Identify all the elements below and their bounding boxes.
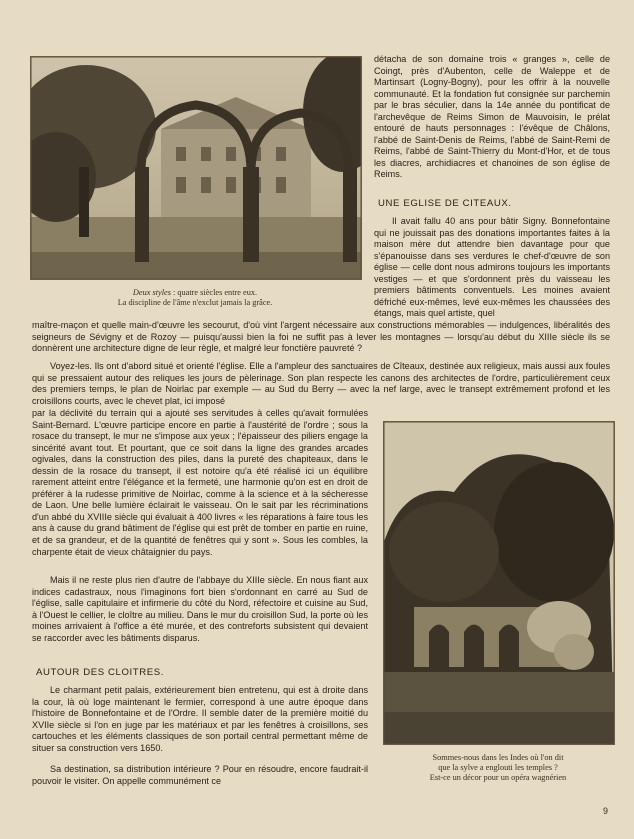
photo-top-caption bbox=[30, 288, 360, 308]
heading-eglise-de-citeaux: UNE EGLISE DE CITEAUX. bbox=[378, 198, 512, 209]
caption-rest: : quatre siècles entre eux. bbox=[170, 288, 258, 297]
paragraph-petit-palais: Le charmant petit palais, extérieurement bien entretenu, qui est à droite dans la cour, là où loge maintenant le fermier, correspond à une autre époque dans l'histoire de Bonnefontaine et de l'Ordre. Il semble dater de la première moitié du XVIIe siècle si l'on en juge par les matériaux et par les fenêtres à croisillons, ses cartouches et les éléments classiques de son portail central permettant même de situer sa construction vers 1650. bbox=[32, 685, 368, 753]
caption-line-1 bbox=[30, 288, 360, 298]
photo-arches-chateau bbox=[30, 56, 362, 280]
photo-bottom-caption bbox=[383, 753, 613, 783]
caption-line-1: Sommes-nous dans les Indes où l'on dit bbox=[432, 753, 564, 762]
page-number: 9 bbox=[603, 806, 609, 816]
ruins-illustration bbox=[384, 422, 614, 744]
caption-line-3: Est-ce un décor pour un opéra wagnérien bbox=[429, 773, 567, 782]
paragraph-mais-il-ne-reste: Mais il ne reste plus rien d'autre de l'abbaye du XIIIe siècle. En nous fiant aux indices cadastraux, nous l'imaginons fort bien s'ordonnant en carré au Sud de l'église, salle capitulaire et infirmerie du côté du Nord, réfectoire et cuisine au Sud, à l'Ouest le cellier, le cloître au milieu. Dans le mur du croisillon Sud, la porte où les moines arrivaient à l'office a été murée, et des contreforts subsistent qui devaient se raccorder avec les bâtiments disparus. bbox=[32, 575, 368, 643]
paragraph-maitre-macon: maître-maçon et quelle main-d'œuvre les secourut, d'où vint l'argent nécessaire aux constructions mémorables — indulgences, libéralités des seigneurs de Sévigny et de Rozoy — puisqu'aussi bien la foi ne suffit pas à lever les montagnes — lorsqu'au début du XIIIe siècle ils se donnèrent une architecture digne de leur règle, et malgré leur fonctière pauvreté ? bbox=[32, 320, 610, 354]
paragraph-voyez-les-continued: par la déclivité du terrain qui a ajouté ses servitudes à celles qu'avait formulées Saint-Bernard. L'œuvre participe encore en partie à l'austérité de l'ordre ; sous la rosace du transept, le mur ne s'impose aux yeux ; l'épaisseur des piliers engage la sincérité avant tout. Et pourtant, que ce soit dans la ligne des grandes arcades ogivales, dans la construction des piles, dans la pureté des chapiteaux, dans le dessin de la rosace du transept, il est notoire qu'a été réalisé ici un équilibre rarement atteint entre l'élégance et la fermeté, une harmonie qu'on est en droit de préférer à la rudesse primitive de Noirlac, comme à la science et à la sécheresse de Laon. Une belle lumière éclairait le vaisseau. On le sait par les récriminations d'un abbé du XVIIIe siècle qui évaluait à 400 livres « les réparations à faire tous les ans à cause du grand bâtiment de l'église qui est prêt de tomber en partie en ruine, et de sa grandeur, et de la quantité de fenêtres qui y sont ». Sous les combles, la charpente était de vieux châtaignier du pays. bbox=[32, 408, 368, 557]
caption-line-2: La discipline de l'âme n'exclut jamais la grâce. bbox=[117, 298, 273, 307]
arches-illustration bbox=[31, 57, 361, 279]
caption-label: Deux styles bbox=[132, 288, 171, 297]
paragraph-voyez-les-intro: Voyez-les. Ils ont d'abord situé et orienté l'église. Elle a l'ampleur des sanctuaires de Cîteaux, destinée aux religieux, mais aussi aux foules qui se pressaient autour des reliques les jours de pèlerinage. Son plan respecte les canons des architectes de l'ordre, particulièrement ceux des premiers temps, le plan de Noirlac par exemple — au Sud du Berry — avec la nef large, avec le transept extrêmement profond et les croisillons courts, avec le chevet plat, ici imposé bbox=[32, 361, 610, 406]
paragraph-destination: Sa destination, sa distribution intérieure ? Pour en résoudre, encore faudrait-il pouvoir le visiter. On appelle communément ce bbox=[32, 764, 368, 786]
photo-ruins-vegetation bbox=[383, 421, 615, 745]
heading-autour-des-cloitres: AUTOUR DES CLOITRES. bbox=[36, 667, 165, 678]
paragraph-40-ans: Il avait fallu 40 ans pour bâtir Signy. Bonnefontaine qui ne jouissait pas des donations importantes faites à la maison mère dut attendre bien davantage pour que s'épanouisse dans ses verdures le chef-d'œuvre de son église — celle dont nous admirons toujours les importants vestiges — et que s'ordonnent près du vaisseau les premiers bâtiments conventuels. Les moines avaient défriché eux-mêmes, levé eux-mêmes les chaussées des étangs, mais quel artiste, quel bbox=[374, 216, 610, 319]
paragraph-donation: détacha de son domaine trois « granges », celle de Coingt, près d'Aubenton, celle de Waleppe et de Martinsart (Logny-Bogny), pour les offrir à la nouvelle communauté. Et la fondation fut consignée sur parchemin par le bras séculier, dans la 14e année du pontificat de l'archevêque de Reims Simon de Mauvoisin, le prélat entouré de hauts personnages : l'évêque de Châlons, l'abbé de Saint-Denis de Reims, l'abbé de Saint-Remi de Reims, l'abbé de Saint-Thierry du Mont-d'Hor, et de tous les diacres, archidiacres et chanoines de son église de Reims. bbox=[374, 54, 610, 180]
caption-line-2: que la sylve a englouti les temples ? bbox=[438, 763, 558, 772]
